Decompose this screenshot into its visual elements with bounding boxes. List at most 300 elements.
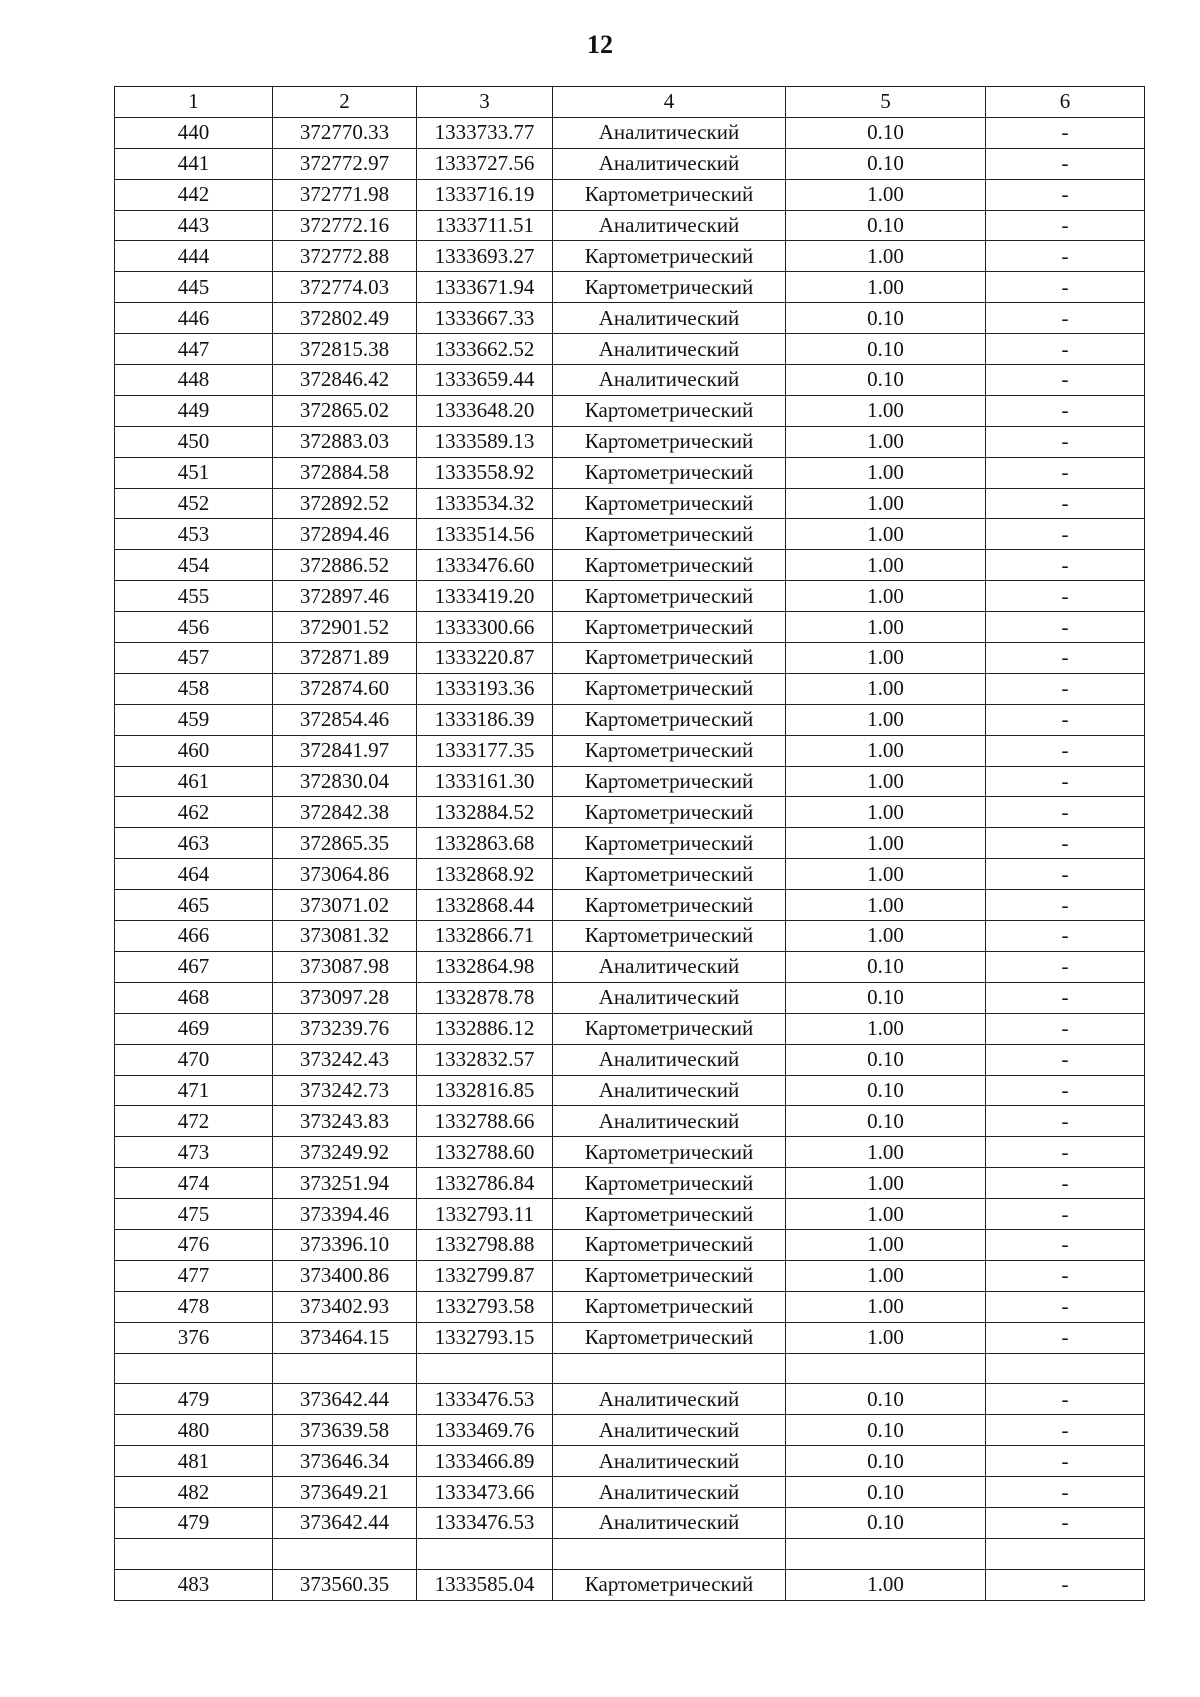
table-cell — [115, 1353, 273, 1384]
table-cell: 372874.60 — [273, 673, 417, 704]
table-cell: - — [986, 1075, 1145, 1106]
table-cell: Картометрический — [553, 1322, 786, 1353]
table-cell: Картометрический — [553, 921, 786, 952]
table-cell: 476 — [115, 1229, 273, 1260]
table-cell: 373243.83 — [273, 1106, 417, 1137]
table-cell: 477 — [115, 1260, 273, 1291]
table-cell: 373639.58 — [273, 1415, 417, 1446]
table-cell: Аналитический — [553, 1106, 786, 1137]
table-cell: 1333716.19 — [417, 179, 553, 210]
table-cell: 1332878.78 — [417, 982, 553, 1013]
table-cell: 463 — [115, 828, 273, 859]
table-row — [115, 457, 1145, 488]
table-cell: 462 — [115, 797, 273, 828]
table-cell: 373649.21 — [273, 1477, 417, 1508]
table-cell: 0.10 — [786, 1075, 986, 1106]
table-cell: 1333220.87 — [417, 643, 553, 674]
table-cell — [273, 1353, 417, 1384]
table-cell: 0.10 — [786, 334, 986, 365]
table-cell: 0.10 — [786, 148, 986, 179]
table-cell: 469 — [115, 1013, 273, 1044]
table-cell: - — [986, 1044, 1145, 1075]
table-cell — [273, 1538, 417, 1569]
table-cell: - — [986, 1137, 1145, 1168]
table-cell: - — [986, 921, 1145, 952]
table-cell: 372883.03 — [273, 426, 417, 457]
table-cell: Аналитический — [553, 1415, 786, 1446]
table-cell: 0.10 — [786, 1477, 986, 1508]
table-cell: 1332864.98 — [417, 951, 553, 982]
table-cell: Аналитический — [553, 117, 786, 148]
table-cell: - — [986, 210, 1145, 241]
table-cell: 1332884.52 — [417, 797, 553, 828]
table-cell: - — [986, 272, 1145, 303]
table-cell: 466 — [115, 921, 273, 952]
table-cell: Картометрический — [553, 859, 786, 890]
table-cell: 372886.52 — [273, 550, 417, 581]
table-cell: 1333476.60 — [417, 550, 553, 581]
table-cell: 1.00 — [786, 766, 986, 797]
table-cell: Аналитический — [553, 303, 786, 334]
table-cell: 0.10 — [786, 1415, 986, 1446]
table-cell: 1.00 — [786, 673, 986, 704]
table-cell: 1333534.32 — [417, 488, 553, 519]
table-row — [115, 365, 1145, 396]
table-row — [115, 890, 1145, 921]
table-cell: 1333693.27 — [417, 241, 553, 272]
table-cell: 1333186.39 — [417, 704, 553, 735]
column-header: 2 — [273, 87, 417, 118]
table-cell: 1333466.89 — [417, 1446, 553, 1477]
table-cell: 372884.58 — [273, 457, 417, 488]
table-cell: - — [986, 1446, 1145, 1477]
table-cell: 481 — [115, 1446, 273, 1477]
column-header: 5 — [786, 87, 986, 118]
table-row — [115, 921, 1145, 952]
table-cell: 373400.86 — [273, 1260, 417, 1291]
table-cell: 1332832.57 — [417, 1044, 553, 1075]
table-header-row — [115, 87, 1145, 118]
table-cell: 442 — [115, 179, 273, 210]
table-cell: Аналитический — [553, 210, 786, 241]
table-cell: 482 — [115, 1477, 273, 1508]
table-cell: Картометрический — [553, 488, 786, 519]
table-cell: - — [986, 303, 1145, 334]
table-cell: 472 — [115, 1106, 273, 1137]
table-cell: Аналитический — [553, 365, 786, 396]
table-cell: Картометрический — [553, 1199, 786, 1230]
table-cell: 0.10 — [786, 1106, 986, 1137]
table-cell: Картометрический — [553, 673, 786, 704]
table-cell: 457 — [115, 643, 273, 674]
table-cell: 1.00 — [786, 426, 986, 457]
table-row — [115, 550, 1145, 581]
table-cell: 372892.52 — [273, 488, 417, 519]
table-cell: - — [986, 673, 1145, 704]
table-cell: 372865.02 — [273, 395, 417, 426]
table-cell: 1.00 — [786, 612, 986, 643]
table-cell: 461 — [115, 766, 273, 797]
table-cell: Картометрический — [553, 581, 786, 612]
table-cell: 1.00 — [786, 241, 986, 272]
table-cell: 1.00 — [786, 859, 986, 890]
table-cell: 373560.35 — [273, 1569, 417, 1600]
table-cell: 474 — [115, 1168, 273, 1199]
table-cell: 452 — [115, 488, 273, 519]
table-row — [115, 1415, 1145, 1446]
table-cell: Картометрический — [553, 395, 786, 426]
table-cell: - — [986, 1106, 1145, 1137]
table-cell: 1333419.20 — [417, 581, 553, 612]
table-cell: 372772.88 — [273, 241, 417, 272]
table-cell: Аналитический — [553, 1075, 786, 1106]
table-cell: - — [986, 179, 1145, 210]
table-cell: 373087.98 — [273, 951, 417, 982]
table-cell: 1.00 — [786, 1291, 986, 1322]
table-cell: 1.00 — [786, 890, 986, 921]
table-cell: 0.10 — [786, 117, 986, 148]
table-cell: Картометрический — [553, 766, 786, 797]
table-cell: 1333476.53 — [417, 1384, 553, 1415]
table-cell: - — [986, 1322, 1145, 1353]
table-row — [115, 1013, 1145, 1044]
table-row — [115, 797, 1145, 828]
table-cell — [553, 1538, 786, 1569]
table-cell: 376 — [115, 1322, 273, 1353]
table-cell: 1.00 — [786, 921, 986, 952]
table-row — [115, 766, 1145, 797]
table-cell: 373064.86 — [273, 859, 417, 890]
table-cell: 1333648.20 — [417, 395, 553, 426]
table-cell: 448 — [115, 365, 273, 396]
table-cell: 1333300.66 — [417, 612, 553, 643]
table-cell: 1333476.53 — [417, 1507, 553, 1538]
table-cell: 1.00 — [786, 1013, 986, 1044]
table-row — [115, 735, 1145, 766]
table-cell: 1.00 — [786, 1229, 986, 1260]
table-cell: 1332866.71 — [417, 921, 553, 952]
table-cell: 1.00 — [786, 828, 986, 859]
table-cell — [986, 1353, 1145, 1384]
table-cell: Аналитический — [553, 334, 786, 365]
table-row — [115, 117, 1145, 148]
table-cell: - — [986, 334, 1145, 365]
table-cell: 1.00 — [786, 735, 986, 766]
table-cell: 373642.44 — [273, 1384, 417, 1415]
table-cell: 1332799.87 — [417, 1260, 553, 1291]
table-cell: 0.10 — [786, 1384, 986, 1415]
table-cell: Картометрический — [553, 519, 786, 550]
table-row — [115, 643, 1145, 674]
table-cell: 1.00 — [786, 550, 986, 581]
table-row — [115, 1199, 1145, 1230]
table-cell: 1333177.35 — [417, 735, 553, 766]
table-cell: 372830.04 — [273, 766, 417, 797]
table-cell: 451 — [115, 457, 273, 488]
table-cell: 1333659.44 — [417, 365, 553, 396]
table-row — [115, 612, 1145, 643]
table-cell: 372770.33 — [273, 117, 417, 148]
table-cell: 1332786.84 — [417, 1168, 553, 1199]
table-cell: Аналитический — [553, 1507, 786, 1538]
table-cell: - — [986, 828, 1145, 859]
table-cell: 444 — [115, 241, 273, 272]
table-cell: 373249.92 — [273, 1137, 417, 1168]
table-cell: 1333727.56 — [417, 148, 553, 179]
table-cell: 373642.44 — [273, 1507, 417, 1538]
table-cell: 441 — [115, 148, 273, 179]
table-cell — [553, 1353, 786, 1384]
table-cell: 465 — [115, 890, 273, 921]
table-cell — [417, 1538, 553, 1569]
table-cell: 1332816.85 — [417, 1075, 553, 1106]
table-cell: - — [986, 1168, 1145, 1199]
table-cell: Аналитический — [553, 951, 786, 982]
table-cell: - — [986, 1569, 1145, 1600]
table-cell: 1332788.66 — [417, 1106, 553, 1137]
table-cell: 1.00 — [786, 395, 986, 426]
table-row — [115, 1137, 1145, 1168]
table-cell: 372846.42 — [273, 365, 417, 396]
table-cell: 447 — [115, 334, 273, 365]
table-cell: 471 — [115, 1075, 273, 1106]
table-body — [115, 117, 1145, 1600]
table-cell: 446 — [115, 303, 273, 334]
table-row — [115, 1507, 1145, 1538]
table-row — [115, 1446, 1145, 1477]
table-cell: 1333193.36 — [417, 673, 553, 704]
table-row — [115, 1260, 1145, 1291]
table-row — [115, 828, 1145, 859]
table-row — [115, 241, 1145, 272]
table-cell: - — [986, 735, 1145, 766]
table-cell: - — [986, 581, 1145, 612]
table-cell: 1333662.52 — [417, 334, 553, 365]
table-row — [115, 272, 1145, 303]
table-cell: - — [986, 148, 1145, 179]
table-cell: - — [986, 1415, 1145, 1446]
table-cell: - — [986, 1291, 1145, 1322]
table-cell: 1332863.68 — [417, 828, 553, 859]
table-cell: - — [986, 1229, 1145, 1260]
table-cell: 483 — [115, 1569, 273, 1600]
table-cell: 1.00 — [786, 272, 986, 303]
table-cell: 372901.52 — [273, 612, 417, 643]
table-cell: - — [986, 890, 1145, 921]
table-cell: Картометрический — [553, 1137, 786, 1168]
table-cell: 1333473.66 — [417, 1477, 553, 1508]
table-cell: - — [986, 117, 1145, 148]
table-cell: - — [986, 457, 1145, 488]
table-cell: 373646.34 — [273, 1446, 417, 1477]
table-cell: 453 — [115, 519, 273, 550]
table-cell: 0.10 — [786, 303, 986, 334]
table-cell: 464 — [115, 859, 273, 890]
table-cell: 373396.10 — [273, 1229, 417, 1260]
table-cell: 1333733.77 — [417, 117, 553, 148]
table-cell: 373242.73 — [273, 1075, 417, 1106]
table-row — [115, 179, 1145, 210]
table-cell: Аналитический — [553, 1384, 786, 1415]
table-cell: 455 — [115, 581, 273, 612]
table-cell: 456 — [115, 612, 273, 643]
table-cell: 1333558.92 — [417, 457, 553, 488]
table-cell: - — [986, 488, 1145, 519]
table-row — [115, 1353, 1145, 1384]
table-cell: 1333469.76 — [417, 1415, 553, 1446]
table-cell: Картометрический — [553, 1291, 786, 1322]
table-row — [115, 334, 1145, 365]
table-cell: 372871.89 — [273, 643, 417, 674]
table-cell — [786, 1538, 986, 1569]
table-cell: 1332788.60 — [417, 1137, 553, 1168]
table-cell: - — [986, 1260, 1145, 1291]
coordinates-table — [114, 86, 1145, 1601]
table-cell: Картометрический — [553, 457, 786, 488]
table-cell: 1332793.15 — [417, 1322, 553, 1353]
table-row — [115, 951, 1145, 982]
table-row — [115, 982, 1145, 1013]
table-cell — [115, 1538, 273, 1569]
table-row — [115, 1477, 1145, 1508]
table-cell: Аналитический — [553, 1446, 786, 1477]
table-cell: 0.10 — [786, 1044, 986, 1075]
table-cell: Аналитический — [553, 982, 786, 1013]
table-cell: 373081.32 — [273, 921, 417, 952]
table-row — [115, 1291, 1145, 1322]
table-cell: 1.00 — [786, 1569, 986, 1600]
table-row — [115, 704, 1145, 735]
table-cell: 1333161.30 — [417, 766, 553, 797]
table-row — [115, 303, 1145, 334]
table-cell: 0.10 — [786, 982, 986, 1013]
table-cell: Картометрический — [553, 890, 786, 921]
table-cell: Картометрический — [553, 828, 786, 859]
table-cell: 1.00 — [786, 457, 986, 488]
table-cell: Картометрический — [553, 1229, 786, 1260]
table-cell: 1332868.92 — [417, 859, 553, 890]
table-cell: 372894.46 — [273, 519, 417, 550]
table-cell: Картометрический — [553, 735, 786, 766]
table-cell: 449 — [115, 395, 273, 426]
table-cell: 470 — [115, 1044, 273, 1075]
table-cell: - — [986, 1507, 1145, 1538]
table-cell: - — [986, 982, 1145, 1013]
table-cell: 480 — [115, 1415, 273, 1446]
table-cell: 478 — [115, 1291, 273, 1322]
table-cell: 372774.03 — [273, 272, 417, 303]
column-header: 1 — [115, 87, 273, 118]
table-cell: - — [986, 766, 1145, 797]
table-cell: 372854.46 — [273, 704, 417, 735]
table-cell: 459 — [115, 704, 273, 735]
table-row — [115, 1075, 1145, 1106]
table-cell: 372841.97 — [273, 735, 417, 766]
table-row — [115, 1044, 1145, 1075]
table-cell: 372897.46 — [273, 581, 417, 612]
table-row — [115, 1384, 1145, 1415]
table-cell: 1333671.94 — [417, 272, 553, 303]
table-cell: 372802.49 — [273, 303, 417, 334]
table-row — [115, 673, 1145, 704]
table-cell: Картометрический — [553, 179, 786, 210]
table-cell: 1333585.04 — [417, 1569, 553, 1600]
table-cell: 1332793.11 — [417, 1199, 553, 1230]
table-cell: Картометрический — [553, 1569, 786, 1600]
table-cell: 373402.93 — [273, 1291, 417, 1322]
table-cell: 0.10 — [786, 1446, 986, 1477]
table-cell: - — [986, 241, 1145, 272]
table-cell: Картометрический — [553, 1260, 786, 1291]
table-row — [115, 1322, 1145, 1353]
table-cell: Картометрический — [553, 272, 786, 303]
table-cell: 443 — [115, 210, 273, 241]
table-cell: 473 — [115, 1137, 273, 1168]
table-cell — [417, 1353, 553, 1384]
table-cell: 373251.94 — [273, 1168, 417, 1199]
table-cell: 1.00 — [786, 1168, 986, 1199]
table-row — [115, 426, 1145, 457]
table-row — [115, 210, 1145, 241]
table-cell: Картометрический — [553, 643, 786, 674]
table-cell: 467 — [115, 951, 273, 982]
table-cell: 1.00 — [786, 1199, 986, 1230]
table-cell: 373239.76 — [273, 1013, 417, 1044]
table-cell: - — [986, 704, 1145, 735]
table-cell: 372772.97 — [273, 148, 417, 179]
table-cell: 1333589.13 — [417, 426, 553, 457]
table-cell: 458 — [115, 673, 273, 704]
table-cell: 1.00 — [786, 179, 986, 210]
table-cell: Картометрический — [553, 241, 786, 272]
table-cell: - — [986, 859, 1145, 890]
table-cell: - — [986, 797, 1145, 828]
table-cell: 1.00 — [786, 1260, 986, 1291]
table-cell: Картометрический — [553, 426, 786, 457]
table-cell: 372771.98 — [273, 179, 417, 210]
column-header: 6 — [986, 87, 1145, 118]
table-cell: 0.10 — [786, 210, 986, 241]
table-cell: 1332793.58 — [417, 1291, 553, 1322]
table-cell: 1332798.88 — [417, 1229, 553, 1260]
table-row — [115, 148, 1145, 179]
table-row — [115, 1569, 1145, 1600]
table-cell: - — [986, 426, 1145, 457]
column-header: 3 — [417, 87, 553, 118]
table-cell: 1333514.56 — [417, 519, 553, 550]
table-cell: 372842.38 — [273, 797, 417, 828]
table-cell: 373097.28 — [273, 982, 417, 1013]
table-cell: - — [986, 643, 1145, 674]
table-cell: - — [986, 395, 1145, 426]
table-cell: Картометрический — [553, 704, 786, 735]
table-cell: 1.00 — [786, 488, 986, 519]
table-cell — [986, 1538, 1145, 1569]
table-cell: 372772.16 — [273, 210, 417, 241]
table-cell: 1.00 — [786, 1137, 986, 1168]
table-cell: 373394.46 — [273, 1199, 417, 1230]
table-cell: 460 — [115, 735, 273, 766]
table-cell: 1.00 — [786, 797, 986, 828]
table-row — [115, 581, 1145, 612]
table-cell: 1.00 — [786, 1322, 986, 1353]
table-cell — [786, 1353, 986, 1384]
table-cell: 0.10 — [786, 951, 986, 982]
table-cell: 373464.15 — [273, 1322, 417, 1353]
table-cell: - — [986, 1477, 1145, 1508]
table-cell: Картометрический — [553, 1168, 786, 1199]
table-cell: 373242.43 — [273, 1044, 417, 1075]
